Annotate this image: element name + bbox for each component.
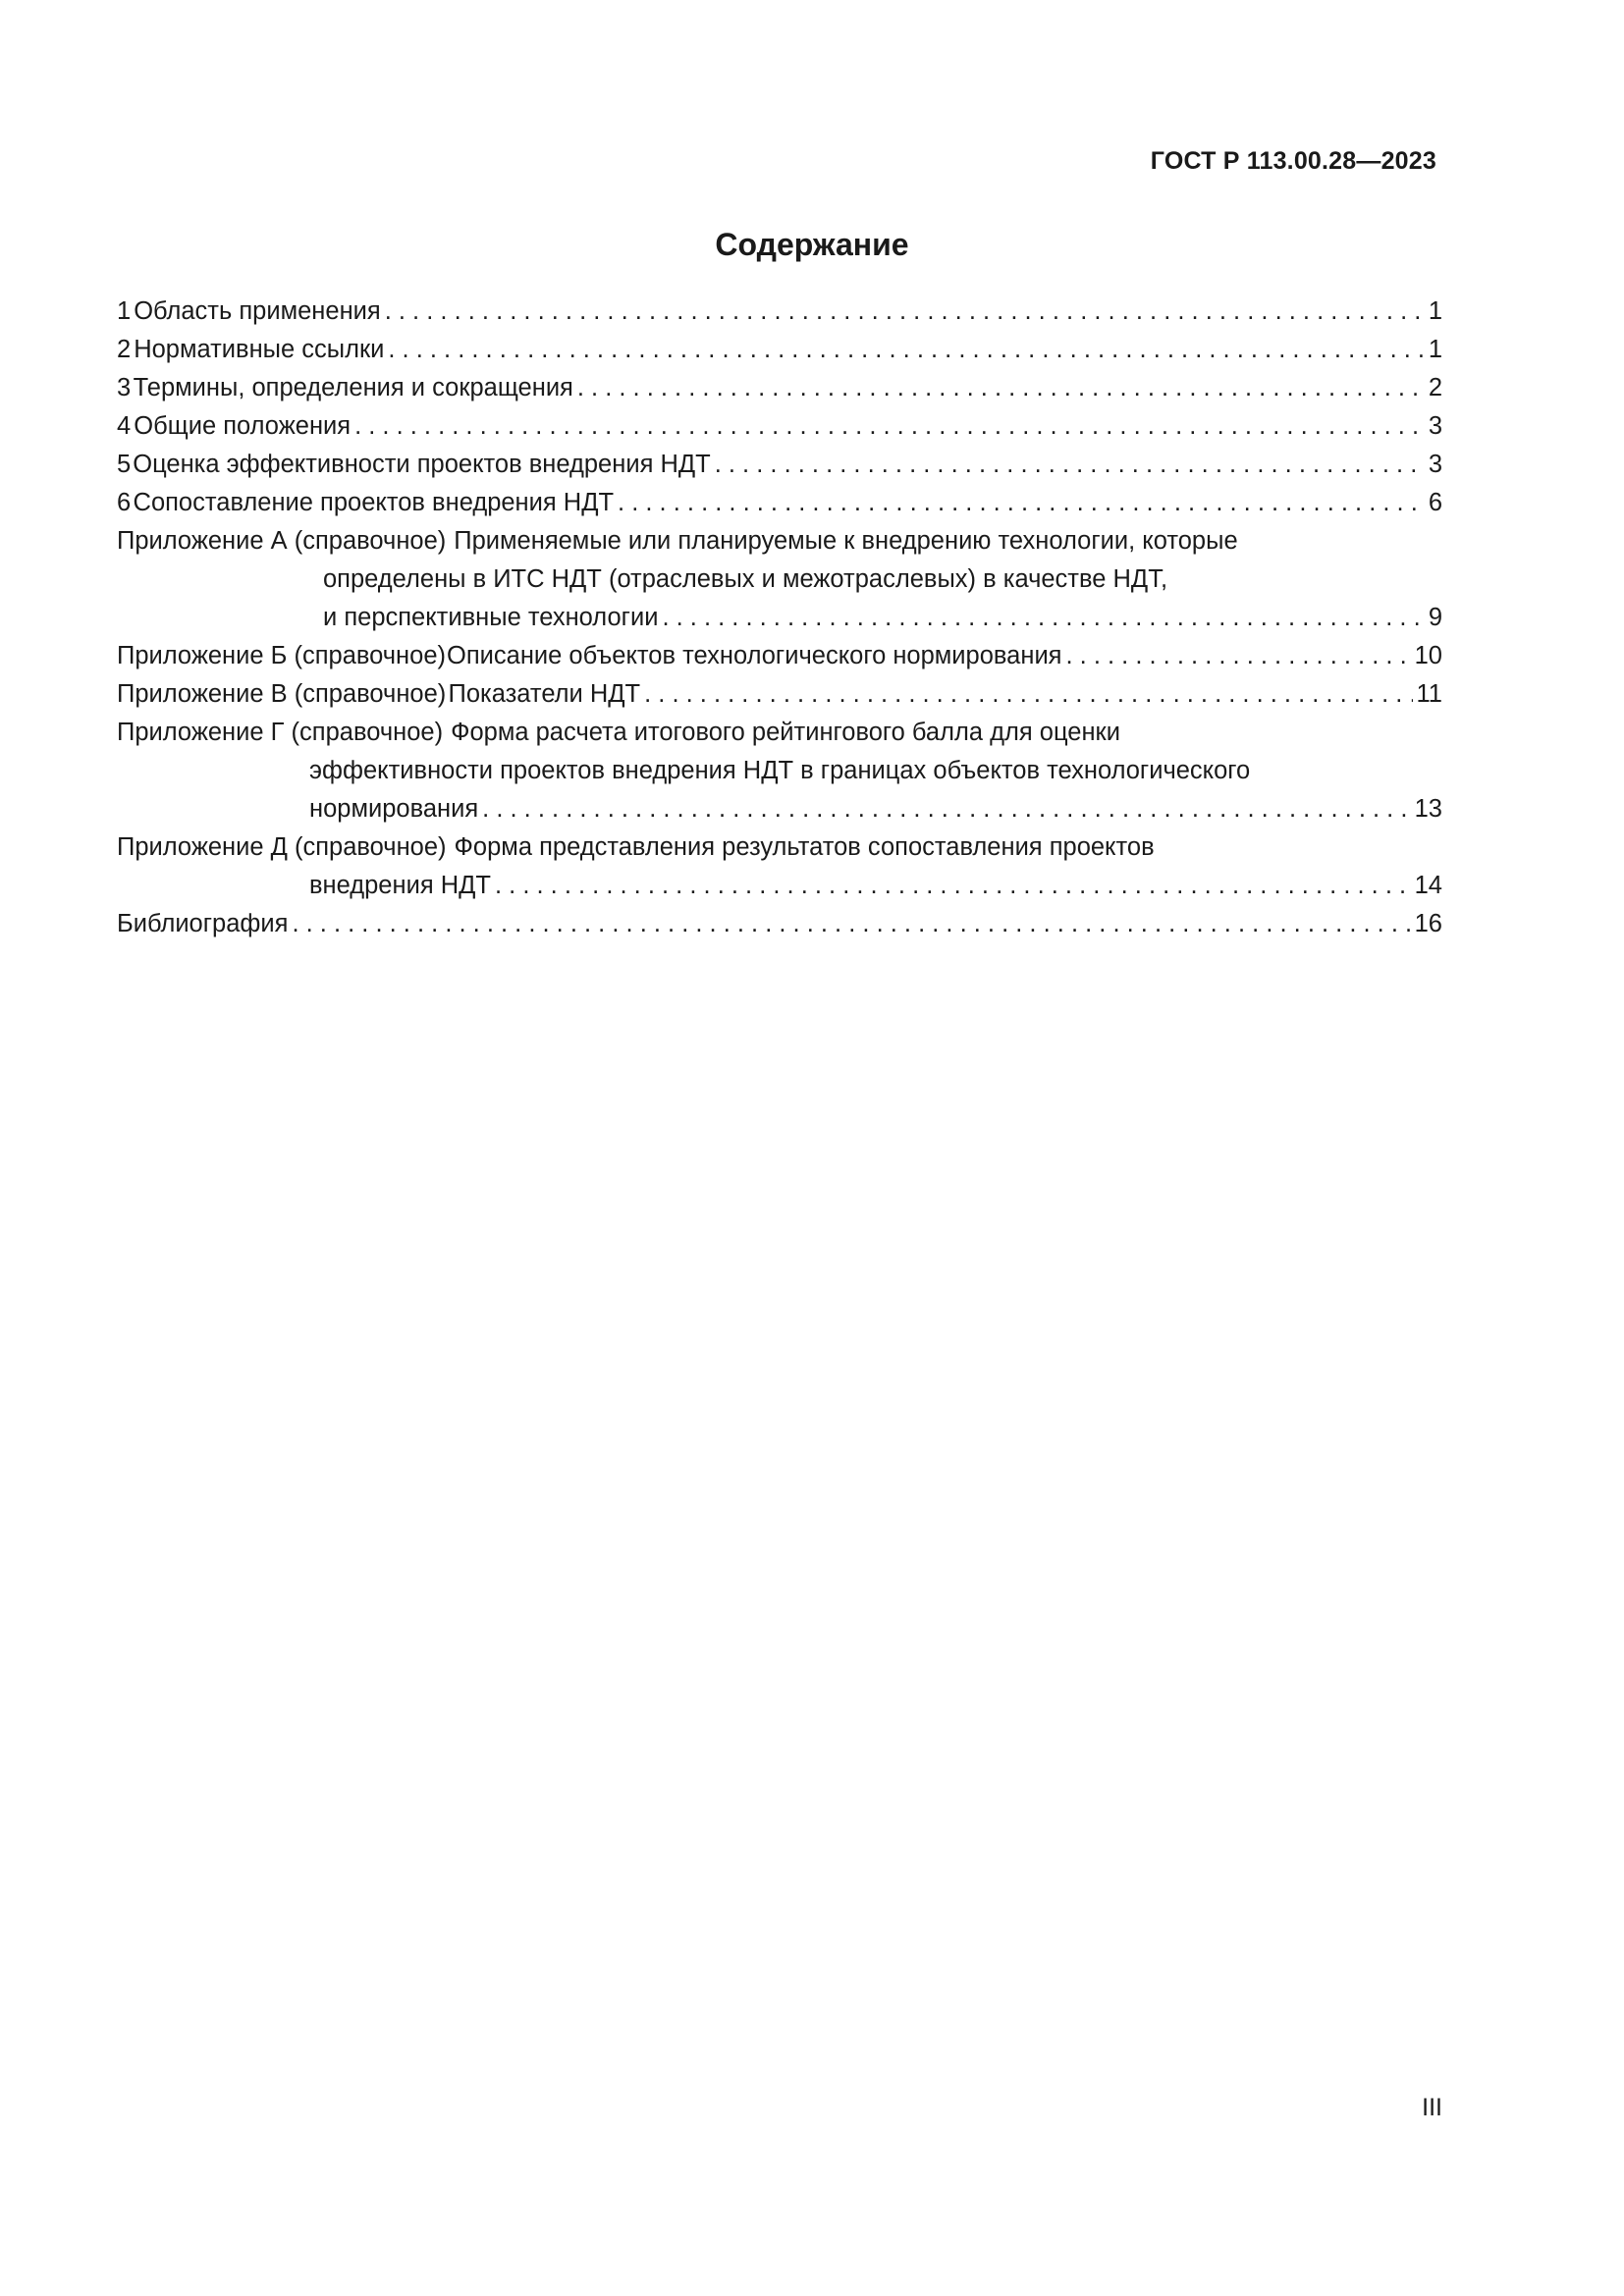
toc-annex-a[interactable] — [117, 522, 1442, 637]
toc-entry-title: Библиография — [117, 910, 289, 937]
dot-leader — [495, 867, 1411, 905]
toc-entry-4[interactable] — [117, 407, 1442, 446]
toc-entry-page: 3 — [1428, 412, 1442, 440]
dot-leader — [292, 905, 1410, 943]
dot-leader — [715, 446, 1425, 484]
toc-entry-title: Общие положения — [134, 412, 352, 440]
dot-leader — [388, 331, 1424, 369]
annex-label: Приложение Б (справочное) — [117, 642, 446, 669]
annex-label: Приложение Д (справочное) — [117, 833, 447, 861]
toc-entry-page: 16 — [1414, 910, 1442, 937]
annex-title-line: Описание объектов технологического нормирования — [447, 642, 1062, 669]
annex-title-line: нормирования — [309, 795, 479, 823]
toc-entry-number: 2 — [117, 336, 132, 363]
toc-entry-3[interactable] — [117, 369, 1442, 407]
toc-entry-number: 3 — [117, 374, 132, 401]
annex-title-line: внедрения НДТ — [309, 872, 491, 899]
dot-leader — [482, 790, 1410, 828]
toc-entry-5[interactable] — [117, 446, 1442, 484]
toc-entry-page: 1 — [1428, 336, 1442, 363]
annex-title-line: Показатели НДТ — [448, 680, 641, 708]
toc-entry-page: 3 — [1428, 451, 1442, 478]
dot-leader — [618, 484, 1425, 522]
dot-leader — [385, 293, 1425, 331]
toc-annex-d[interactable] — [117, 828, 1442, 905]
dot-leader — [644, 675, 1412, 714]
toc-annex-b[interactable] — [117, 637, 1442, 675]
dot-leader — [1066, 637, 1411, 675]
toc-entry-title: Термины, определения и сокращения — [133, 374, 573, 401]
toc-entry-page: 13 — [1414, 795, 1442, 823]
annex-title-line: Форма представления результатов сопоставления проектов — [454, 833, 1155, 861]
toc-annex-v[interactable] — [117, 675, 1442, 714]
toc-entry-number: 1 — [117, 297, 132, 325]
dot-leader — [577, 369, 1425, 407]
annex-label: Приложение Г (справочное) — [117, 719, 444, 746]
toc-title: Содержание — [715, 227, 909, 262]
toc-entry-title: Сопоставление проектов внедрения НДТ — [133, 489, 615, 516]
document-code: ГОСТ Р 113.00.28—2023 — [1150, 147, 1436, 175]
toc-entry-6[interactable] — [117, 484, 1442, 522]
toc-entry-page: 6 — [1428, 489, 1442, 516]
dot-leader — [662, 599, 1424, 637]
annex-label: Приложение В (справочное) — [117, 680, 447, 708]
toc-entry-page: 10 — [1414, 642, 1442, 669]
annex-title-line: эффективности проектов внедрения НДТ в границах объектов технологического — [309, 757, 1251, 784]
annex-title-line: определены в ИТС НДТ (отраслевых и межотраслевых) в качестве НДТ, — [323, 565, 1168, 593]
toc-entry-page: 9 — [1428, 604, 1442, 631]
toc-entry-title: Область применения — [134, 297, 381, 325]
toc-entry-number: 6 — [117, 489, 132, 516]
annex-title-line: Форма расчета итогового рейтингового балла для оценки — [451, 719, 1120, 746]
toc-entry-2[interactable] — [117, 331, 1442, 369]
toc-entry-title: Нормативные ссылки — [134, 336, 385, 363]
dot-leader — [354, 407, 1425, 446]
toc-entry-title: Оценка эффективности проектов внедрения НДТ — [133, 451, 711, 478]
toc-entry-1[interactable] — [117, 293, 1442, 331]
annex-title-line: Применяемые или планируемые к внедрению технологии, которые — [454, 527, 1238, 555]
annex-title-line: и перспективные технологии — [323, 604, 659, 631]
toc-entry-number: 4 — [117, 412, 132, 440]
toc-entry-page: 1 — [1428, 297, 1442, 325]
toc-entry-page: 11 — [1416, 680, 1442, 708]
toc-entry-page: 14 — [1414, 872, 1442, 899]
table-of-contents — [117, 293, 1442, 943]
toc-entry-number: 5 — [117, 451, 132, 478]
page-number: III — [1422, 2094, 1442, 2121]
annex-label: Приложение А (справочное) — [117, 527, 447, 555]
toc-annex-g[interactable] — [117, 714, 1442, 828]
toc-bibliography[interactable] — [117, 905, 1442, 943]
toc-entry-page: 2 — [1428, 374, 1442, 401]
